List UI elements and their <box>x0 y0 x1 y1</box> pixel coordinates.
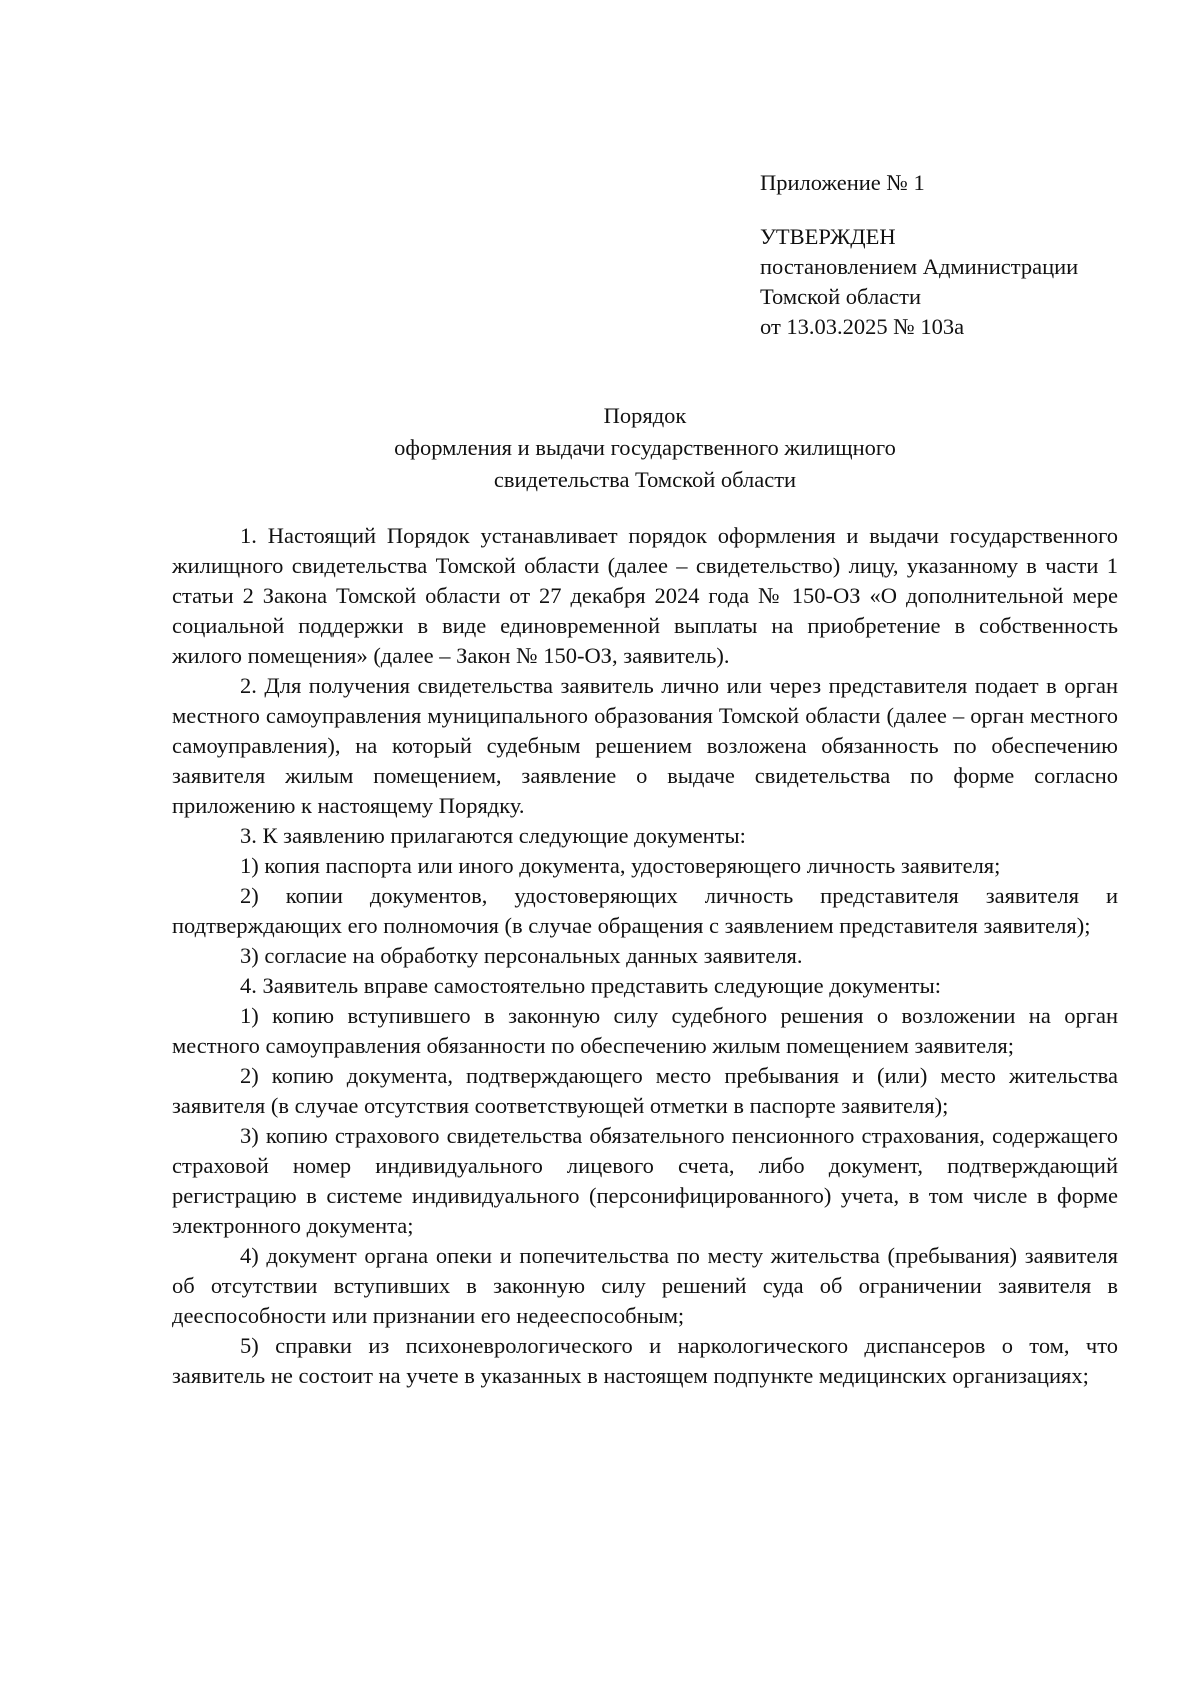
paragraph-3: 3. К заявлению прилагаются следующие документы: <box>240 823 746 848</box>
paragraph-4-item-3: 3) копию страхового свидетельства обязательного пенсионного страхования, содержащего страховой номер индивидуального лицевого счета, либо документ, подтверждающий регистрацию в системе индивидуального (персонифицированного) учета, в том числе в форме электронного документа; <box>172 1123 1118 1238</box>
approval-header <box>760 168 1160 342</box>
approval-stamp-block <box>760 222 1160 342</box>
paragraph-3-item-2: 2) копии документов, удостоверяющих личность представителя заявителя и подтверждающих его полномочия (в случае обращения с заявлением представителя заявителя); <box>172 883 1118 938</box>
title-line-2: оформления и выдачи государственного жилищного <box>394 435 896 460</box>
approval-date-line: от 13.03.2025 № 103а <box>760 314 965 339</box>
paragraph-4-item-1: 1) копию вступившего в законную силу судебного решения о возложении на орган местного самоуправления обязанности по обеспечению жилым помещением заявителя; <box>172 1003 1118 1058</box>
paragraph-3-item-3: 3) согласие на обработку персональных данных заявителя. <box>240 943 803 968</box>
approved-by-line-1: постановлением Администрации <box>760 254 1079 279</box>
title-line-1: Порядок <box>603 403 687 428</box>
appendix-label: Приложение № 1 <box>760 170 925 195</box>
title-line-3: свидетельства Томской области <box>493 467 797 492</box>
paragraph-3-item-1: 1) копия паспорта или иного документа, удостоверяющего личность заявителя; <box>240 853 1001 878</box>
paragraph-4-item-5: 5) справки из психоневрологического и наркологического диспансеров о том, что заявитель не состоит на учете в указанных в настоящем подпункте медицинских организациях; <box>172 1333 1118 1388</box>
approved-label: УТВЕРЖДЕН <box>760 224 896 249</box>
paragraph-4-item-2: 2) копию документа, подтверждающего место пребывания и (или) место жительства заявителя (в случае отсутствия соответствующей отметки в паспорте заявителя); <box>172 1063 1118 1118</box>
paragraph-4: 4. Заявитель вправе самостоятельно представить следующие документы: <box>240 973 941 998</box>
paragraph-2: 2. Для получения свидетельства заявитель лично или через представителя подает в орган местного самоуправления муниципального образования Томской области (далее – орган местного самоуправления), на который судебным решением возложена обязанность по обеспечению заявителя жилым помещением, заявление о выдаче свидетельства по форме согласно приложению к настоящему Порядку. <box>172 673 1118 818</box>
document-title <box>170 400 1120 496</box>
paragraph-1: 1. Настоящий Порядок устанавливает порядок оформления и выдачи государственного жилищного свидетельства Томской области (далее – свидетельство) лицу, указанному в части 1 статьи 2 Закона Томской области от 27 декабря 2024 года № 150-ОЗ «О дополнительной мере социальной поддержки в виде единовременной выплаты на приобретение в собственность жилого помещения» (далее – Закон № 150-ОЗ, заявитель). <box>172 523 1118 668</box>
paragraph-4-item-4: 4) документ органа опеки и попечительства по месту жительства (пребывания) заявителя об отсутствии вступивших в законную силу решений суда об ограничении заявителя в дееспособности или признании его недееспособным; <box>172 1243 1118 1328</box>
document-body <box>172 521 1118 1391</box>
approved-by-line-2: Томской области <box>760 284 922 309</box>
